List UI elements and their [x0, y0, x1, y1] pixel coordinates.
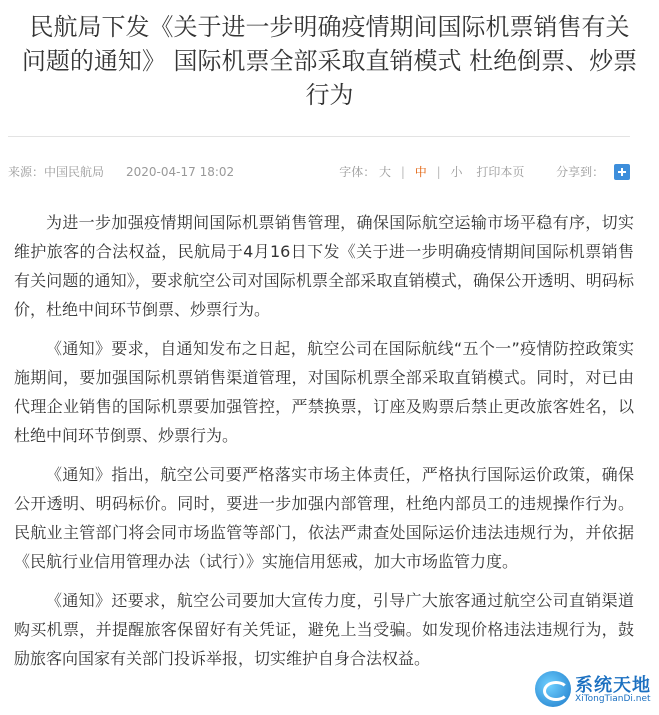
article-paragraph: 《通知》指出，航空公司要严格落实市场主体责任，严格执行国际运价政策，确保公开透明、明码标价。同时，要进一步加强内部管理，杜绝内部员工的违规操作行为。民航业主管部门将会同市场监管等部门，依法严肃查处国际运价违法违规行为，并依据《民航行业信用管理办法（试行）》实施信用惩戒，加大市场监管力度。 — [14, 465, 634, 571]
article-paragraph: 《通知》还要求，航空公司要加大宣传力度，引导广大旅客通过航空公司直销渠道购买机票，并提醒旅客保留好有关凭证，避免上当受骗。如发现价格违法违规行为，鼓励旅客向国家有关部门投诉举报，切实维护自身合法权益。 — [14, 591, 634, 668]
article-title — [0, 10, 659, 112]
plus-icon[interactable] — [614, 164, 630, 180]
article-paragraph: 《通知》要求，自通知发布之日起，航空公司在国际航线“五个一”疫情防控政策实施期间，要加强国际机票销售渠道管理，对国际机票全部采取直销模式。同时，对已由代理企业销售的国际机票要加强管控，严禁换票，订座及购票后禁止更改旅客姓名，以杜绝中间环节倒票、炒票行为。 — [14, 339, 634, 445]
share-label: 分享到： — [556, 165, 605, 179]
article-date: 2020-04-17 18:02 — [126, 165, 235, 179]
site-watermark — [535, 669, 653, 711]
article-body — [14, 208, 634, 683]
article-paragraph: 为进一步加强疫情期间国际机票销售管理，确保国际航空运输市场平稳有序，切实维护旅客的合法权益，民航局于4月16日下发《关于进一步明确疫情期间国际机票销售有关问题的通知》，要求航空公司对国际机票全部采取直销模式，确保公开透明、明码标价，杜绝中间环节倒票、炒票行为。 — [14, 213, 634, 319]
article-meta-bar — [8, 162, 630, 182]
article-tools — [339, 162, 630, 182]
font-size-large-button[interactable]: 大 — [379, 165, 392, 179]
font-size-label: 字体： — [339, 165, 376, 179]
print-page-link[interactable]: 打印本页 — [476, 165, 525, 179]
title-line: 行为 — [305, 81, 354, 109]
watermark-name: 系统天地 — [575, 675, 651, 696]
font-size-medium-button[interactable]: 中 — [414, 165, 427, 179]
title-line: 问题的通知》 国际机票全部采取直销模式 杜绝倒票、炒票 — [21, 47, 638, 75]
separator: | — [436, 165, 441, 179]
article-source-info — [8, 162, 234, 182]
title-divider — [8, 136, 630, 137]
font-size-small-button[interactable]: 小 — [450, 165, 463, 179]
title-line: 民航局下发《关于进一步明确疫情期间国际机票销售有关 — [29, 13, 630, 41]
article-source: 来源：中国民航局 — [8, 165, 105, 179]
watermark-url: XiTongTianDi.net — [575, 694, 651, 704]
separator: | — [400, 165, 405, 179]
watermark-logo-icon — [535, 671, 571, 707]
